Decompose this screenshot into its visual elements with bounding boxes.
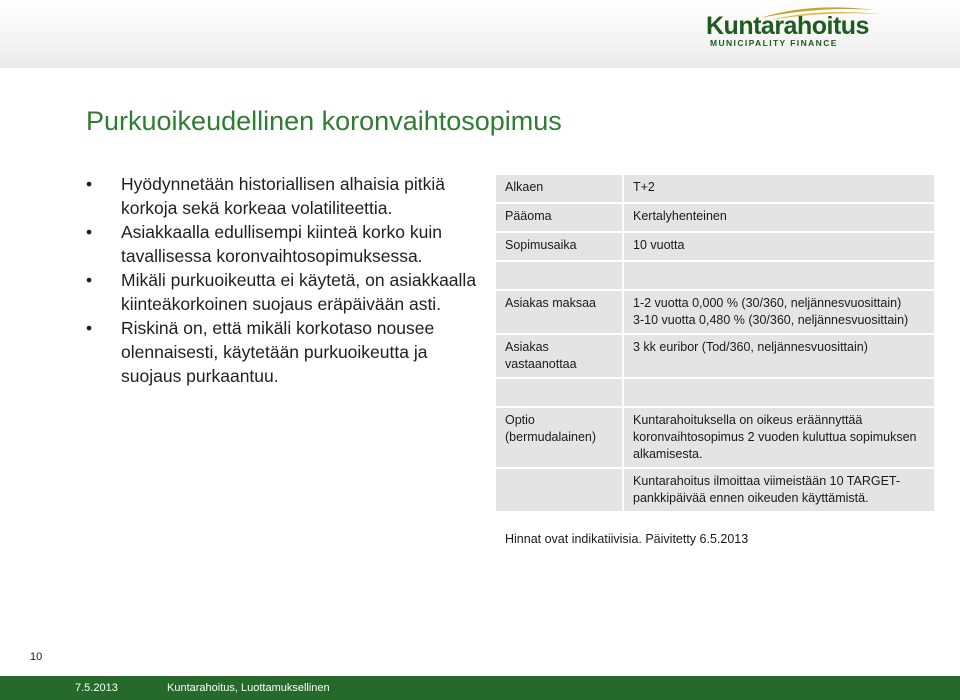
row-value: Kertalyhenteinen — [624, 204, 934, 233]
bullet-item: • Hyödynnetään historiallisen alhaisia pitkiä korkoja sekä korkeaa volatiliteettia. — [86, 174, 445, 218]
table-row — [496, 175, 934, 204]
row-label: Asiakas maksaa — [496, 291, 624, 335]
table-row — [496, 291, 934, 335]
pricing-note: Hinnat ovat indikatiivisia. Päivitetty 6.5.2013 — [505, 532, 749, 546]
bullet-icon: • — [86, 222, 93, 242]
footer-date: 7.5.2013 — [75, 682, 118, 694]
footer-organization: Kuntarahoitus, Luottamuksellinen — [167, 682, 330, 694]
bullet-item: • Asiakkaalla edullisempi kiinteä korko kuin tavallisessa koronvaihtosopimuksessa. — [86, 222, 442, 266]
row-value: T+2 — [624, 175, 934, 204]
bullet-icon: • — [86, 174, 93, 194]
slide-number: 10 — [30, 651, 43, 663]
row-value: Kuntarahoituksella on oikeus eräännyttää koronvaihtosopimus 2 vuoden kuluttua sopimuksen alkamisesta. — [624, 408, 934, 469]
terms-table — [496, 175, 934, 513]
table-row — [496, 469, 934, 513]
table-row — [496, 204, 934, 233]
table-row — [496, 233, 934, 262]
bullet-item: • Riskinä on, että mikäli korkotaso nousee olennaisesti, käytetään purkuoikeutta ja suojaus purkaantuu. — [86, 318, 435, 386]
table-row — [496, 335, 934, 379]
table-row-empty — [496, 262, 934, 291]
bullet-item: • Mikäli purkuoikeutta ei käytetä, on asiakkaalla kiinteäkorkoinen suojaus eräpäivään asti. — [86, 270, 477, 314]
logo-subtitle: MUNICIPALITY FINANCE — [710, 38, 838, 48]
bullet-icon: • — [86, 318, 93, 338]
row-value: 10 vuotta — [624, 233, 934, 262]
row-label: Sopimusaika — [496, 233, 624, 262]
row-value: Kuntarahoitus ilmoittaa viimeistään 10 TARGET-pankkipäivää ennen oikeuden käyttämistä. — [624, 469, 934, 513]
row-label: Pääoma — [496, 204, 624, 233]
bullet-icon: • — [86, 270, 93, 290]
row-value: 1-2 vuotta 0,000 % (30/360, neljännesvuosittain) 3-10 vuotta 0,480 % (30/360, neljännesvuosittain) — [624, 291, 934, 335]
row-label: Asiakas vastaanottaa — [496, 335, 624, 379]
table-row-empty — [496, 379, 934, 408]
bullet-list — [86, 172, 481, 388]
header-bar — [0, 0, 960, 68]
slide-title: Purkuoikeudellinen koronvaihtosopimus — [86, 106, 562, 136]
row-label: Optio (bermudalainen) — [496, 408, 624, 469]
row-value: 3 kk euribor (Tod/360, neljännesvuosittain) — [624, 335, 934, 379]
logo-name: Kuntarahoitus — [706, 12, 869, 40]
table-row — [496, 408, 934, 469]
footer-bar — [0, 676, 960, 700]
row-label: Alkaen — [496, 175, 624, 204]
company-logo — [700, 4, 900, 56]
